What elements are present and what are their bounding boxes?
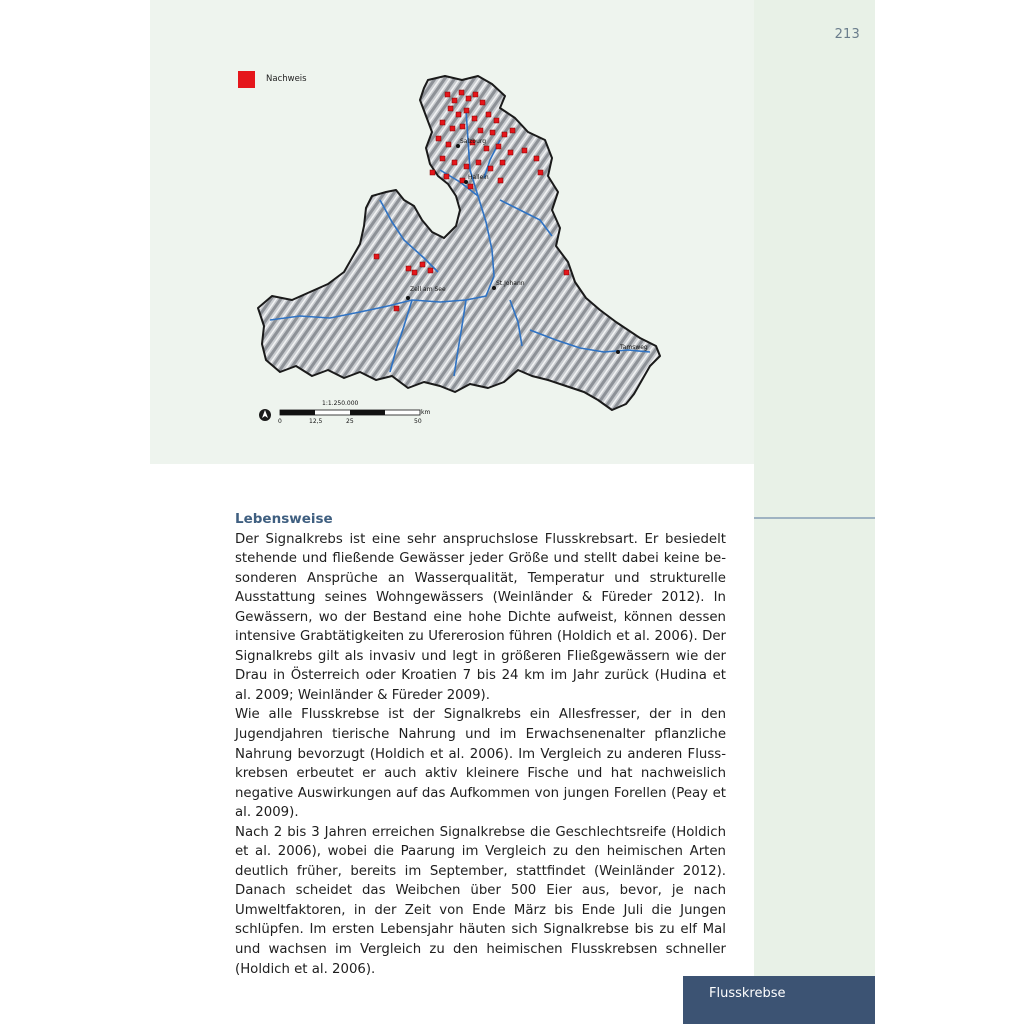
province-shape [258, 76, 660, 410]
place-label-salzburg: Salzburg [460, 138, 487, 145]
page-number: 213 [834, 27, 860, 42]
article-body [235, 510, 726, 979]
place-label-hallein: Hallein [468, 174, 489, 181]
paragraph: Wie alle Flusskrebse ist der Signalkrebs ein Allesfresser, der in den Jugendjahren tierische Nahrung und im Erwachsenenalter pflanzliche Nahrung bevorzugt (Holdich et al. 2006). Im Vergleich zu anderen Flusskrebsen erbeutet er auch aktiv kleinere Fische und hat nachweislich negative Auswirkungen auf das Aufkommen von jungen Forellen (Peay et al. 2009). [235, 707, 726, 821]
chapter-label: Flusskrebse [709, 986, 786, 1001]
side-divider [754, 517, 875, 519]
place-label-st-johann: St.Johann [496, 280, 525, 287]
scale-tick: 0 [278, 418, 282, 425]
distribution-map [0, 0, 1024, 470]
scale-bar [278, 400, 430, 425]
scale-tick: 12,5 [309, 418, 323, 425]
place-label-tamsweg: Tamsweg [620, 344, 648, 351]
paragraph: Nach 2 bis 3 Jahren erreichen Signalkrebse die Geschlechtsreife (Holdich et al. 2006), wobei die Paarung im Vergleich zu den heimischen Arten deutlich früher, bereits im September, stattfindet (Weinländer 2012). Danach scheidet das Weibchen über 500 Eier aus, bevor, je nach Umweltfaktoren, in der Zeit von Ende März bis Ende Juli die Jungen schlüpfen. Im ersten Lebensjahr häuten sich Signalkrebse bis zu elf Mal und wachsen im Vergleich zu den heimischen Flusskrebsen schneller (Holdich et al. 2006). [235, 824, 726, 977]
scale-tick: 25 [346, 418, 354, 425]
paragraph: Der Signalkrebs ist eine sehr anspruchslose Flusskrebsart. Er besiedelt stehende und fließende Gewässer jeder Größe und stellt dabei keine besonderen Ansprüche an Wasserqualität, Temperatur und strukturelle Ausstattung seines Wohngewässers (Weinländer & Füreder 2012). In Gewässern, wo der Bestand eine hohe Dichte aufweist, können dessen intensive Grabtätigkeiten zu Ufererosion führen (Holdich et al. 2006). Der Signalkrebs gilt als invasiv und legt in größeren Fließgewässern wie der Drau in Österreich oder Kroatien 7 bis 24 km im Jahr zurück (Hudina et al. 2009; Weinländer & Füreder 2009). [235, 531, 726, 703]
legend-label: Nachweis [266, 74, 307, 84]
scale-tick: 50 [414, 418, 422, 425]
section-heading: Lebensweise [235, 511, 333, 527]
place-label-zell-am-see: Zell am See [410, 286, 446, 293]
north-arrow-icon [259, 409, 271, 421]
scale-unit: km [421, 409, 431, 416]
scale-ratio: 1:1.250.000 [322, 400, 359, 407]
